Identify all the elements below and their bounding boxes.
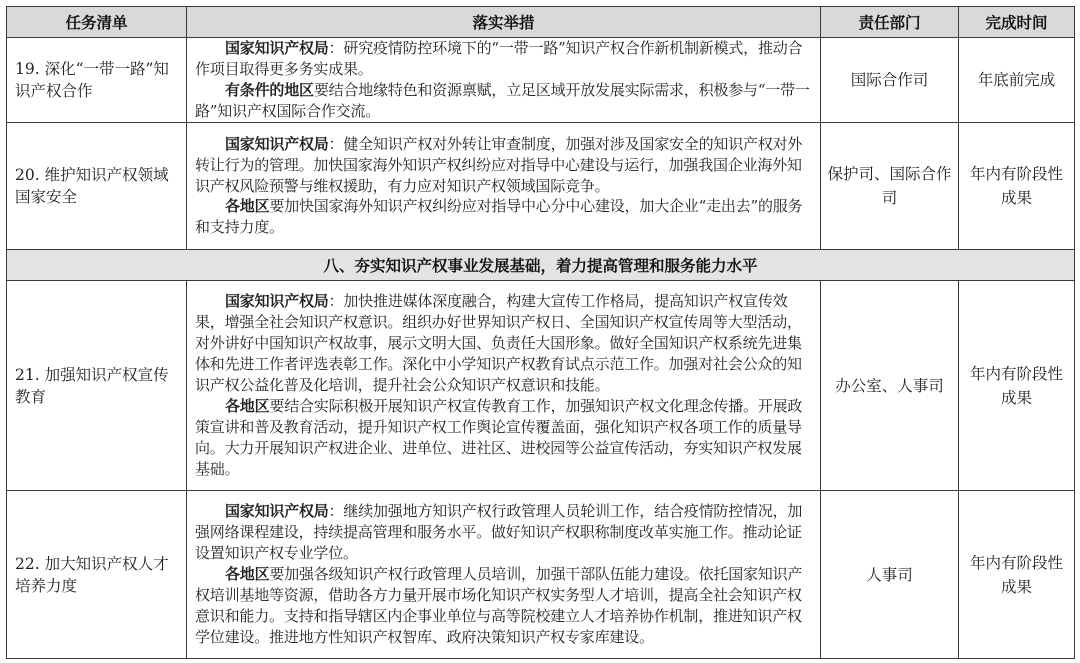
measure-paragraph — [195, 134, 811, 197]
task-cell: 22. 加大知识产权人才培养力度 — [7, 491, 187, 659]
table-row — [7, 123, 1075, 250]
measures-cell — [187, 491, 821, 659]
measure-paragraph — [195, 80, 811, 122]
org-label: 有条件的地区 — [225, 81, 314, 99]
deadline-cell: 年内有阶段性成果 — [959, 491, 1075, 659]
measure-text: 要结合实际积极开展知识产权宣传教育工作，加强知识产权文化理念传播。开展政策宣讲和普及教育活动，提升知识产权工作舆论宣传覆盖面，强化知识产权各项工作的质量导向。大力开展知识产权进企业、进单位、进社区、进校园等公益宣传活动，夯实知识产权发展基础。 — [195, 396, 803, 478]
deadline-cell: 年底前完成 — [959, 38, 1075, 123]
org-label: 各地区 — [225, 197, 270, 216]
measure-text: ：加快推进媒体深度融合，构建大宣传工作格局，提高知识产权宣传效果，增强全社会知识产权意识。组织办好世界知识产权日、全国知识产权宣传周等大型活动，对外讲好中国知识产权故事，展示文明大国、负责任大国形象。做好全国知识产权系统先进集体和先进工作者评选表彰工作。深化中小学知识产权教育试点示范工作。加强对社会公众的知识产权公益化普及化培训，提升社会公众知识产权意识和技能。 — [195, 292, 802, 395]
department-cell: 办公室、人事司 — [821, 281, 959, 491]
section-title: 八、夯实知识产权事业发展基础，着力提高管理和服务能力水平 — [7, 250, 1075, 281]
department-cell: 人事司 — [821, 491, 959, 659]
measure-paragraph — [195, 196, 811, 238]
table-header-row — [7, 7, 1075, 38]
org-label: 各地区 — [225, 396, 270, 415]
measures-cell — [187, 123, 821, 250]
deadline-cell: 年内有阶段性成果 — [959, 123, 1075, 250]
org-label: 国家知识产权局 — [225, 134, 329, 153]
department-cell: 国际合作司 — [821, 38, 959, 123]
task-cell: 20. 维护知识产权领域国家安全 — [7, 123, 187, 250]
section-row — [7, 250, 1075, 281]
org-label: 国家知识产权局 — [225, 292, 329, 311]
measure-text: ：健全知识产权对外转让审查制度，加强对涉及国家安全的知识产权对外转让行为的管理。加快国家海外知识产权纠纷应对指导中心建设与运行，加强我国企业海外知识产权风险预警与维权援助，有力应对知识产权领域国际竞争。 — [195, 134, 803, 195]
table-row — [7, 491, 1075, 659]
department-cell: 保护司、国际合作司 — [821, 123, 959, 250]
measure-paragraph — [195, 564, 811, 648]
header-deadline: 完成时间 — [959, 7, 1075, 38]
measures-cell — [187, 281, 821, 491]
measure-text: 要结合地缘特色和资源禀赋，立足区域开放发展实际需求，积极参与“一带一路”知识产权国际合作交流。 — [195, 81, 810, 120]
header-department: 责任部门 — [821, 7, 959, 38]
deadline-cell: 年内有阶段性成果 — [959, 281, 1075, 491]
measure-paragraph — [195, 396, 811, 480]
measure-paragraph — [195, 501, 811, 564]
measure-text: ：继续加强地方知识产权行政管理人员轮训工作，结合疫情防控情况，加强网络课程建设，持续提高管理和服务水平。做好知识产权职称制度改革实施工作。推动论证设置知识产权专业学位。 — [195, 502, 803, 563]
measures-cell — [187, 38, 821, 123]
header-task: 任务清单 — [7, 7, 187, 38]
org-label: 国家知识产权局 — [225, 39, 329, 58]
measure-text: ：研究疫情防控环境下的“一带一路”知识产权合作新机制新模式，推动合作项目取得更多务实成果。 — [195, 39, 803, 79]
task-table — [6, 6, 1075, 659]
org-label: 国家知识产权局 — [225, 502, 329, 521]
org-label: 各地区 — [225, 565, 270, 584]
task-cell: 19. 深化“一带一路”知识产权合作 — [7, 38, 187, 123]
table-row — [7, 38, 1075, 123]
table-row — [7, 281, 1075, 491]
task-cell: 21. 加强知识产权宣传教育 — [7, 281, 187, 491]
measure-text: 要加快国家海外知识产权纠纷应对指导中心分中心建设，加大企业“走出去”的服务和支持力度。 — [195, 197, 803, 237]
measure-text: 要加强各级知识产权行政管理人员培训，加强干部队伍能力建设。依托国家知识产权培训基地等资源，借助各方力量开展市场化知识产权实务型人才培训，提高全社会知识产权意识和能力。支持和指导辖区内企事业单位与高等院校建立人才培养协作机制，推进知识产权学位建设。推进地方性知识产权智库、政府决策知识产权专家库建设。 — [195, 565, 803, 646]
measure-paragraph — [195, 291, 811, 396]
measure-paragraph — [195, 38, 811, 80]
header-measures: 落实举措 — [187, 7, 821, 38]
